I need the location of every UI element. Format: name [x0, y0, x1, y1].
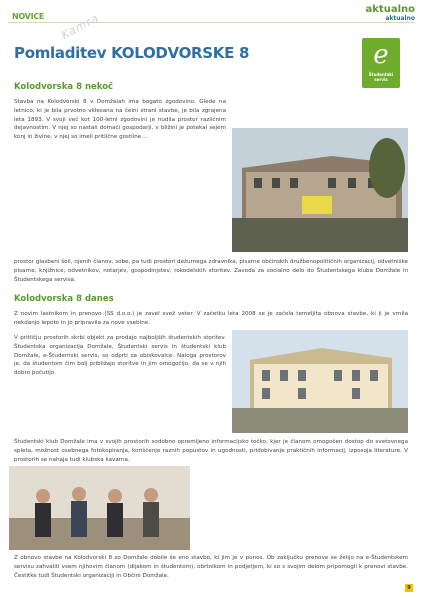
brand-logo	[362, 38, 400, 88]
paragraph-present-intro: Z novim lastnikom in prenovo (SS d.o.o.) je zavel svež veter. V začetku leta 2008 se je začela temeljita obnova stavbe, ki ji je vrnila nekdanjo lepoto in jo pripravila za nove vsebine.	[14, 311, 408, 326]
section-heading-past: Kolodvorska 8 nekoč	[14, 82, 114, 92]
paragraph-present-club: Študentski klub Domžale ima v svojih prostorih sodobno opremljeno informacijsko točko, kjer je članom omogočen dostop do svetovnega spleta, možnost osebnega fotokopiranja, koriščenje raznih popustov in ugodnosti, pridobivanje praktičnih informacij, izposoja literature. V prostorih se nahaja tudi klubska kavarna.	[14, 439, 408, 463]
magazine-logo: NOVICE	[12, 12, 44, 21]
section-tag-big: aktualno	[365, 4, 415, 15]
paragraph-closing: Z obnovo stavbe na Kolodvorski 8 so Domžale dobile še eno stavbo, ki jim je v ponos. Ob zaključku prenove se želijo na e-Študentskem servisu zahvaliti vsem njihovim članom (dijakom in študentom), obrtnikom in podjetjem, ki so s svojim delom pripomogli k prenovi stavbe. Čestitke tudi Študentski organizaciji in Občini Domžale.	[14, 555, 408, 579]
brand-logo-letter: e	[373, 40, 389, 70]
section-tag-small: aktualno	[385, 15, 415, 22]
photo-opening-event-drawing	[9, 466, 190, 550]
paragraph-past-intro: Stavba na Kolodvorski 8 v Domžalah ima bogato zgodovino. Glede na letnico, ki je bila prvotno vklesana na čelni strani stavbe, je bila zgrajena leta 1893. V svoji več kot 100-letni zgodovini je nudila prostor različnim dejavnostim. V njej so nastali domači gospodarji, v bližini je potekal sejem konj in živine, v njej so imeli pritlične gostilne ...	[14, 99, 226, 140]
section-heading-present: Kolodvorska 8 danes	[14, 294, 114, 304]
photo-renovated-building	[232, 330, 408, 433]
article-title: Pomladitev KOLODVORSKE 8	[14, 44, 250, 62]
photo-old-building-drawing	[232, 128, 408, 252]
brand-logo-caption: Študentski servis	[368, 72, 394, 82]
photo-old-building	[232, 128, 408, 252]
paragraph-past-end: prostor glasbeni šoli, njenih članov, sobe, pa tudi prostori dežurnega zdravnika, pisarne občinskih družbenopolitičnih organizacij, odvetniške pisarne, knjižnice, odvetnikov, notarjev, gospodinjstev, rokodelskih storitev. Zavoda za socialno delo do Študentskega kluba Domžale in Študentskega servisa.	[14, 259, 408, 283]
section-tag	[366, 4, 415, 22]
watermark: Kamra	[59, 11, 102, 42]
top-rule	[8, 22, 415, 23]
paragraph-present-services: V pritličju prostorih skrbi objekt za prodajo najboljših študentskih storitev. Študentska organizacija Domžale, Študentski servis in študentski klub Domžale, e-Študentski servis, so odprti za obiskovalce. Naloga prostorov je, da študentom čim bolj približajo storitve in jim omogočijo, da se v njih dobro počutijo.	[14, 335, 226, 376]
photo-opening-event	[9, 466, 190, 550]
photo-renovated-building-drawing	[232, 330, 408, 433]
page-number: 9	[405, 584, 413, 592]
